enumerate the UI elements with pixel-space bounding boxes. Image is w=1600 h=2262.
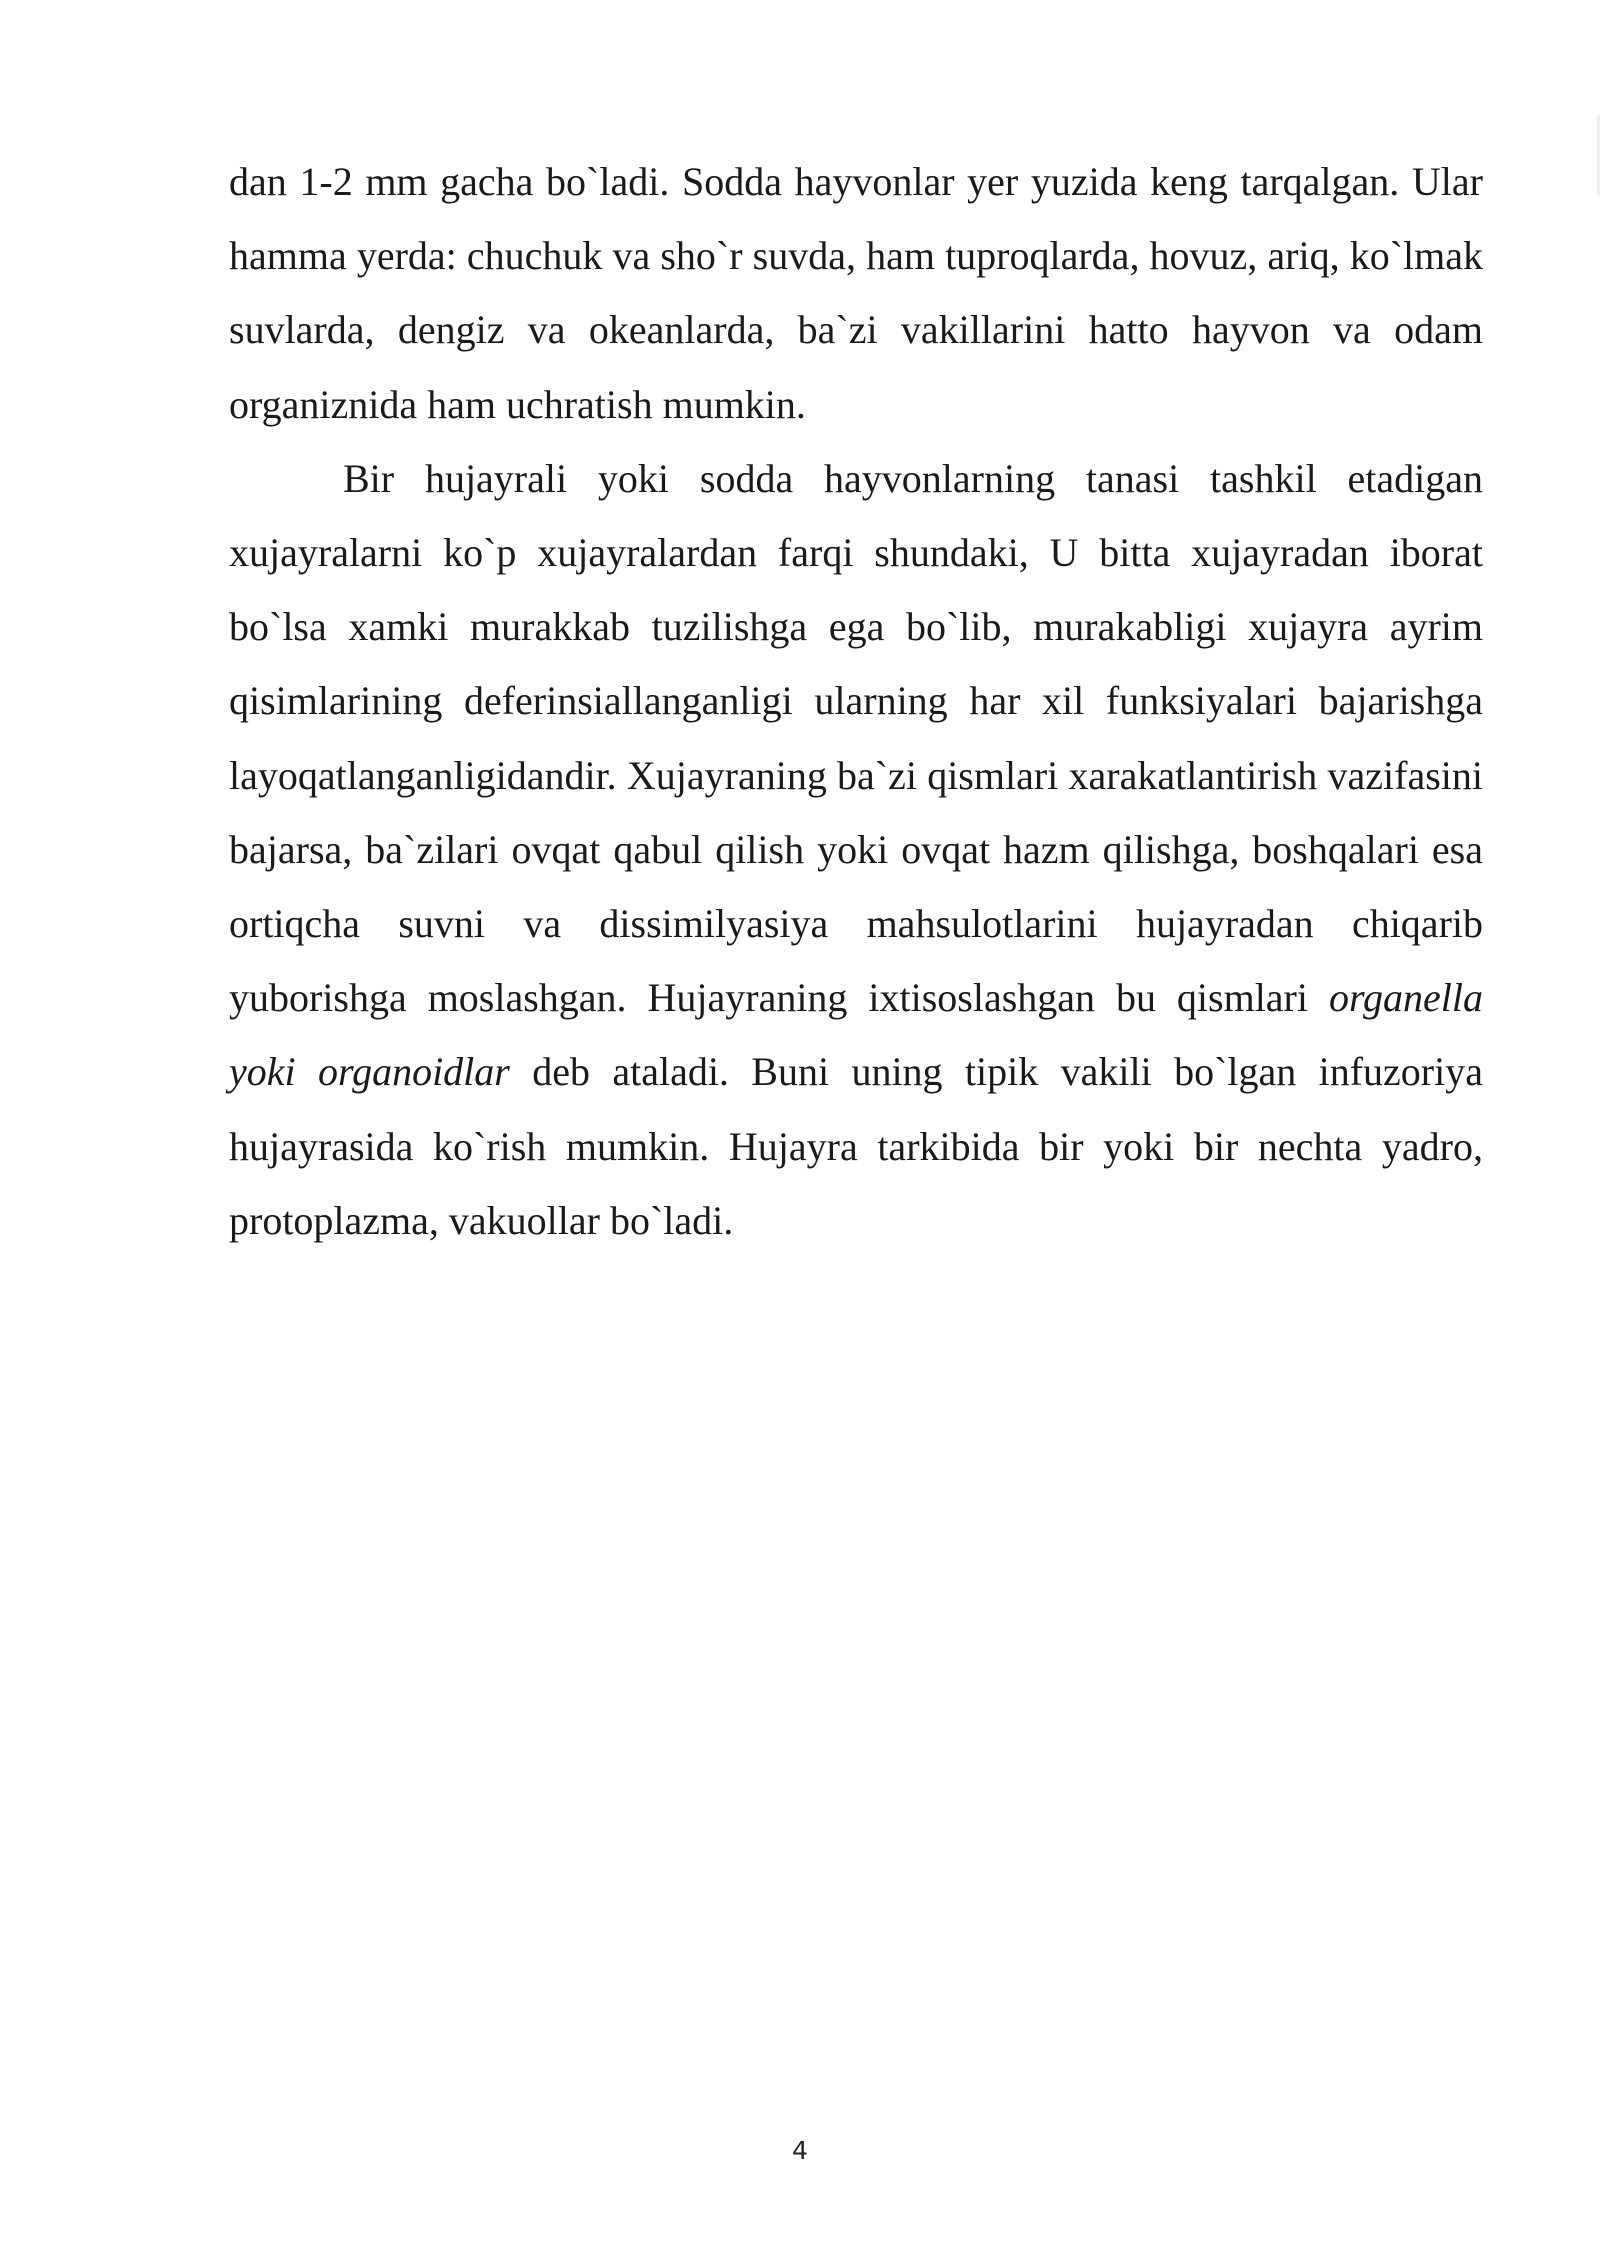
body-text	[229, 145, 1483, 1258]
paragraph-1: dan 1-2 mm gacha bo`ladi. Sodda hayvonlar yer yuzida keng tarqalgan. Ular hamma yerda: chuchuk va sho`r suvda, ham tuproqlarda, hovuz, ariq, ko`lmak suvlarda, dengiz va okeanlarda, ba`zi vakillarini hatto hayvon va odam organiznida ham uchratish mumkin.	[229, 159, 1483, 427]
page-number: 4	[792, 2136, 808, 2165]
paragraph-2-text-start: Bir hujayrali yoki sodda hayvonlarning tanasi tashkil etadigan xujayralarni ko`p xujayralardan farqi shundaki, U bitta xujayradan iborat bo`lsa xamki murakkab tuzilishga ega bo`lib, murakabligi xujayra ayrim qisimlarining deferinsiallanganligi ularning har xil funksiyalari bajarishga layoqatlanganligidandir. Xujayraning ba`zi qismlari xarakatlantirish vazifasini bajarsa, ba`zilari ovqat qabul qilish yoki ovqat hazm qilishga, boshqalari esa ortiqcha suvni va dissimilyasiya mahsulotlarini hujayradan chiqarib yuborishga moslashgan. Hujayraning ixtisoslashgan bu qismlari	[229, 455, 1483, 1021]
italic-term: organella yoki organoidlar	[229, 975, 1483, 1095]
paragraph-2	[229, 442, 1483, 1258]
paragraph-2-text-end: deb ataladi. Buni uning tipik vakili bo`lgan infuzoriya hujayrasida ko`rish mumkin. Hujayra tarkibida bir yoki bir nechta yadro, protoplazma, vakuollar bo`ladi.	[229, 1049, 1483, 1243]
